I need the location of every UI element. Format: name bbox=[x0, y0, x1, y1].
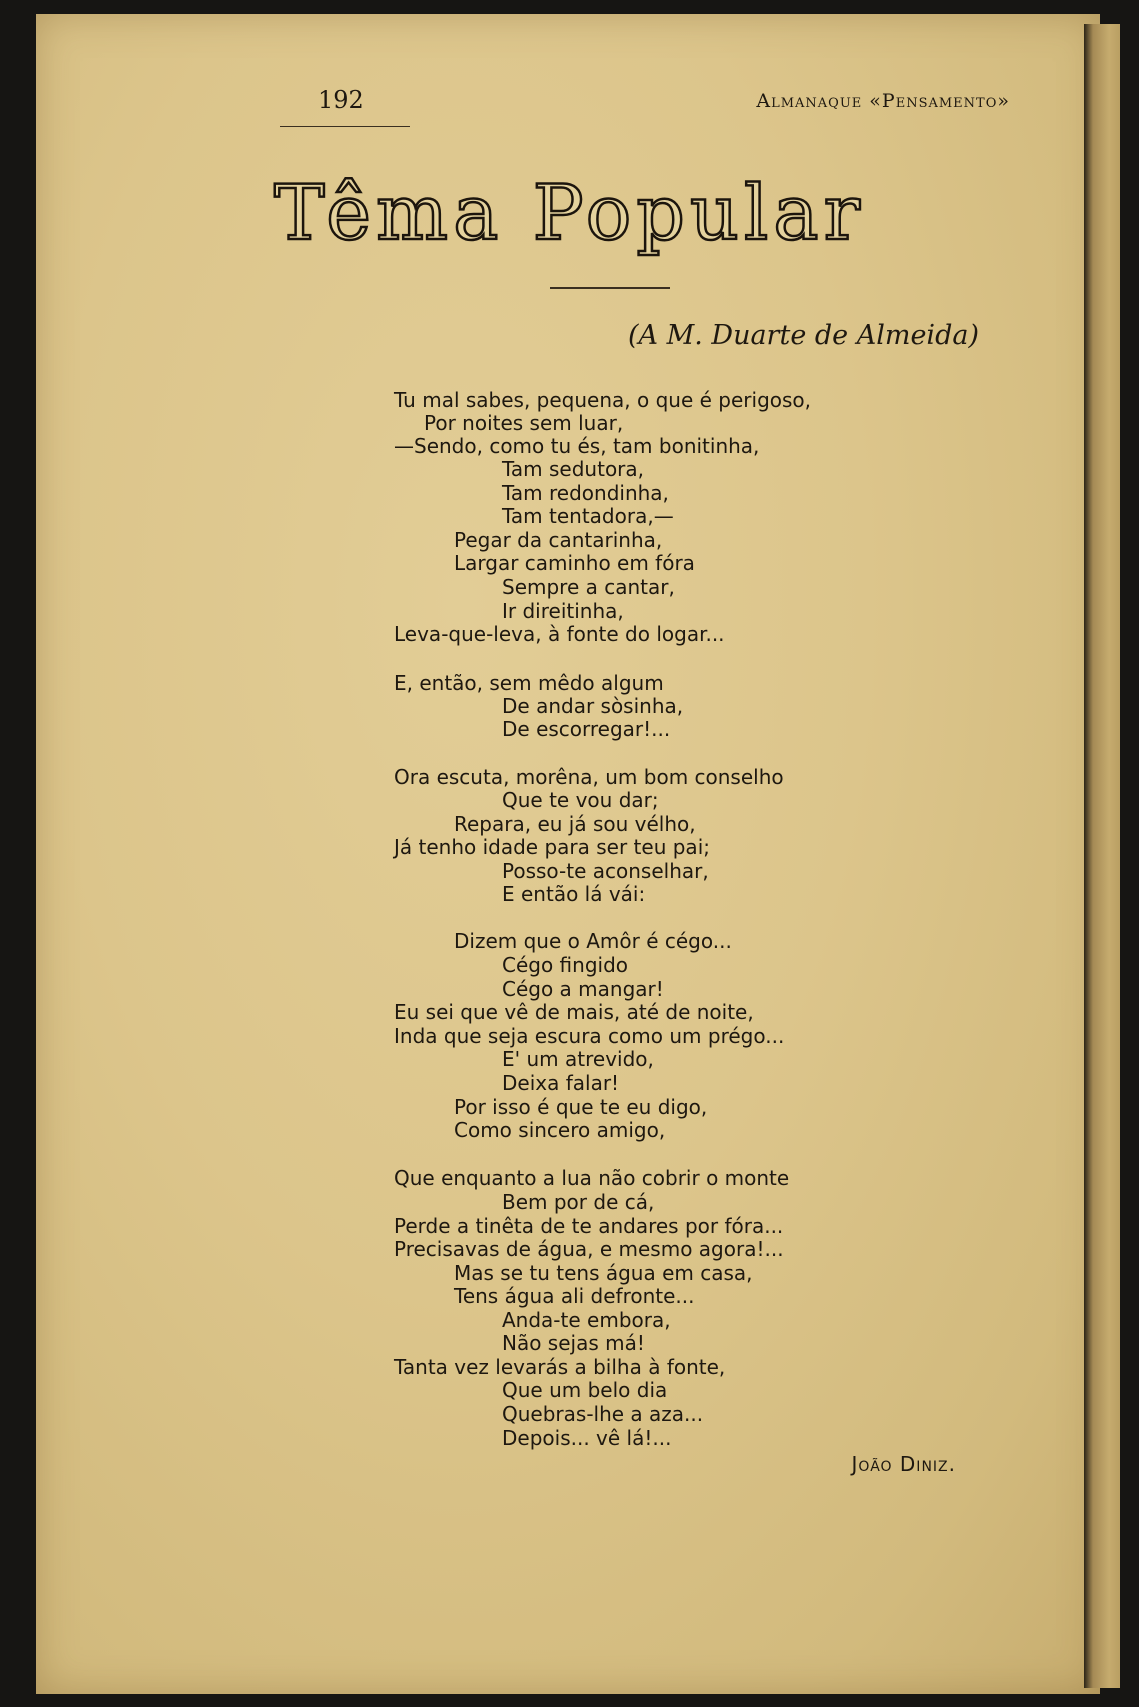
poem-line: Que te vou dar; bbox=[502, 788, 659, 812]
poem-line: E então lá vái: bbox=[502, 882, 646, 906]
header-rule bbox=[280, 126, 410, 127]
poem-line: Mas se tu tens água em casa, bbox=[454, 1261, 753, 1285]
poem-line: Leva-que-leva, à fonte do logar... bbox=[394, 622, 725, 646]
poem-line: Repara, eu já sou vélho, bbox=[454, 812, 696, 836]
poem-line: —Sendo, como tu és, tam bonitinha, bbox=[394, 434, 760, 458]
poem-line: Sempre a cantar, bbox=[502, 575, 675, 599]
poem-line: Perde a tinêta de te andares por fóra... bbox=[394, 1214, 784, 1238]
poem-line: Tam sedutora, bbox=[502, 457, 645, 481]
page-header bbox=[280, 86, 1010, 126]
poem-line: Anda-te embora, bbox=[502, 1308, 671, 1332]
poem-line: Pegar da cantarinha, bbox=[454, 528, 663, 552]
poem-line: Ir direitinha, bbox=[502, 599, 624, 623]
poem-line: E, então, sem mêdo algum bbox=[394, 671, 664, 695]
poem-line: Já tenho idade para ser teu pai; bbox=[394, 835, 710, 859]
poem-line: Tens água ali defronte... bbox=[454, 1284, 695, 1308]
page-number: 192 bbox=[318, 86, 364, 114]
poem-line: E' um atrevido, bbox=[502, 1047, 654, 1071]
poem-line: Dizem que o Amôr é cégo... bbox=[454, 929, 732, 953]
facing-page-edge bbox=[1084, 24, 1120, 1688]
poem-line: Cégo a mangar! bbox=[502, 977, 664, 1001]
poem-line: Cégo fingido bbox=[502, 953, 629, 977]
poem-line: De escorregar!... bbox=[502, 717, 671, 741]
poem-line: Tanta vez levarás a bilha à fonte, bbox=[394, 1355, 726, 1379]
poem-line: Bem por de cá, bbox=[502, 1190, 655, 1214]
poem-line: Eu sei que vê de mais, até de noite, bbox=[394, 1000, 754, 1024]
poem-title: Têma Popular bbox=[274, 168, 865, 257]
poem-line: De andar sòsinha, bbox=[502, 694, 684, 718]
author-signature: João Diniz. bbox=[851, 1452, 956, 1476]
poem-line: Por isso é que te eu digo, bbox=[454, 1095, 708, 1119]
poem-line: Tu mal sabes, pequena, o que é perigoso, bbox=[394, 388, 812, 412]
dedication: (A M. Duarte de Almeida) bbox=[628, 320, 979, 351]
poem-line: Inda que seja escura como um prégo... bbox=[394, 1024, 785, 1048]
running-head: Almanaque «Pensamento» bbox=[756, 90, 1010, 112]
poem-line: Que um belo dia bbox=[502, 1378, 668, 1402]
poem-line: Não sejas má! bbox=[502, 1331, 645, 1355]
title-divider bbox=[550, 287, 670, 289]
poem-line: Posso-te aconselhar, bbox=[502, 859, 709, 883]
poem-line: Tam redondinha, bbox=[502, 481, 669, 505]
poem-line: Quebras-lhe a aza... bbox=[502, 1402, 704, 1426]
poem-line: Depois... vê lá!... bbox=[502, 1426, 672, 1450]
poem-line: Tam tentadora,— bbox=[502, 504, 674, 528]
poem-line: Por noites sem luar, bbox=[424, 411, 624, 435]
poem-line: Ora escuta, morêna, um bom conselho bbox=[394, 765, 784, 789]
poem-line: Que enquanto a lua não cobrir o monte bbox=[394, 1166, 790, 1190]
poem-line: Largar caminho em fóra bbox=[454, 551, 695, 575]
poem-line: Deixa falar! bbox=[502, 1071, 620, 1095]
poem-line: Como sincero amigo, bbox=[454, 1118, 666, 1142]
poem-line: Precisavas de água, e mesmo agora!... bbox=[394, 1237, 784, 1261]
